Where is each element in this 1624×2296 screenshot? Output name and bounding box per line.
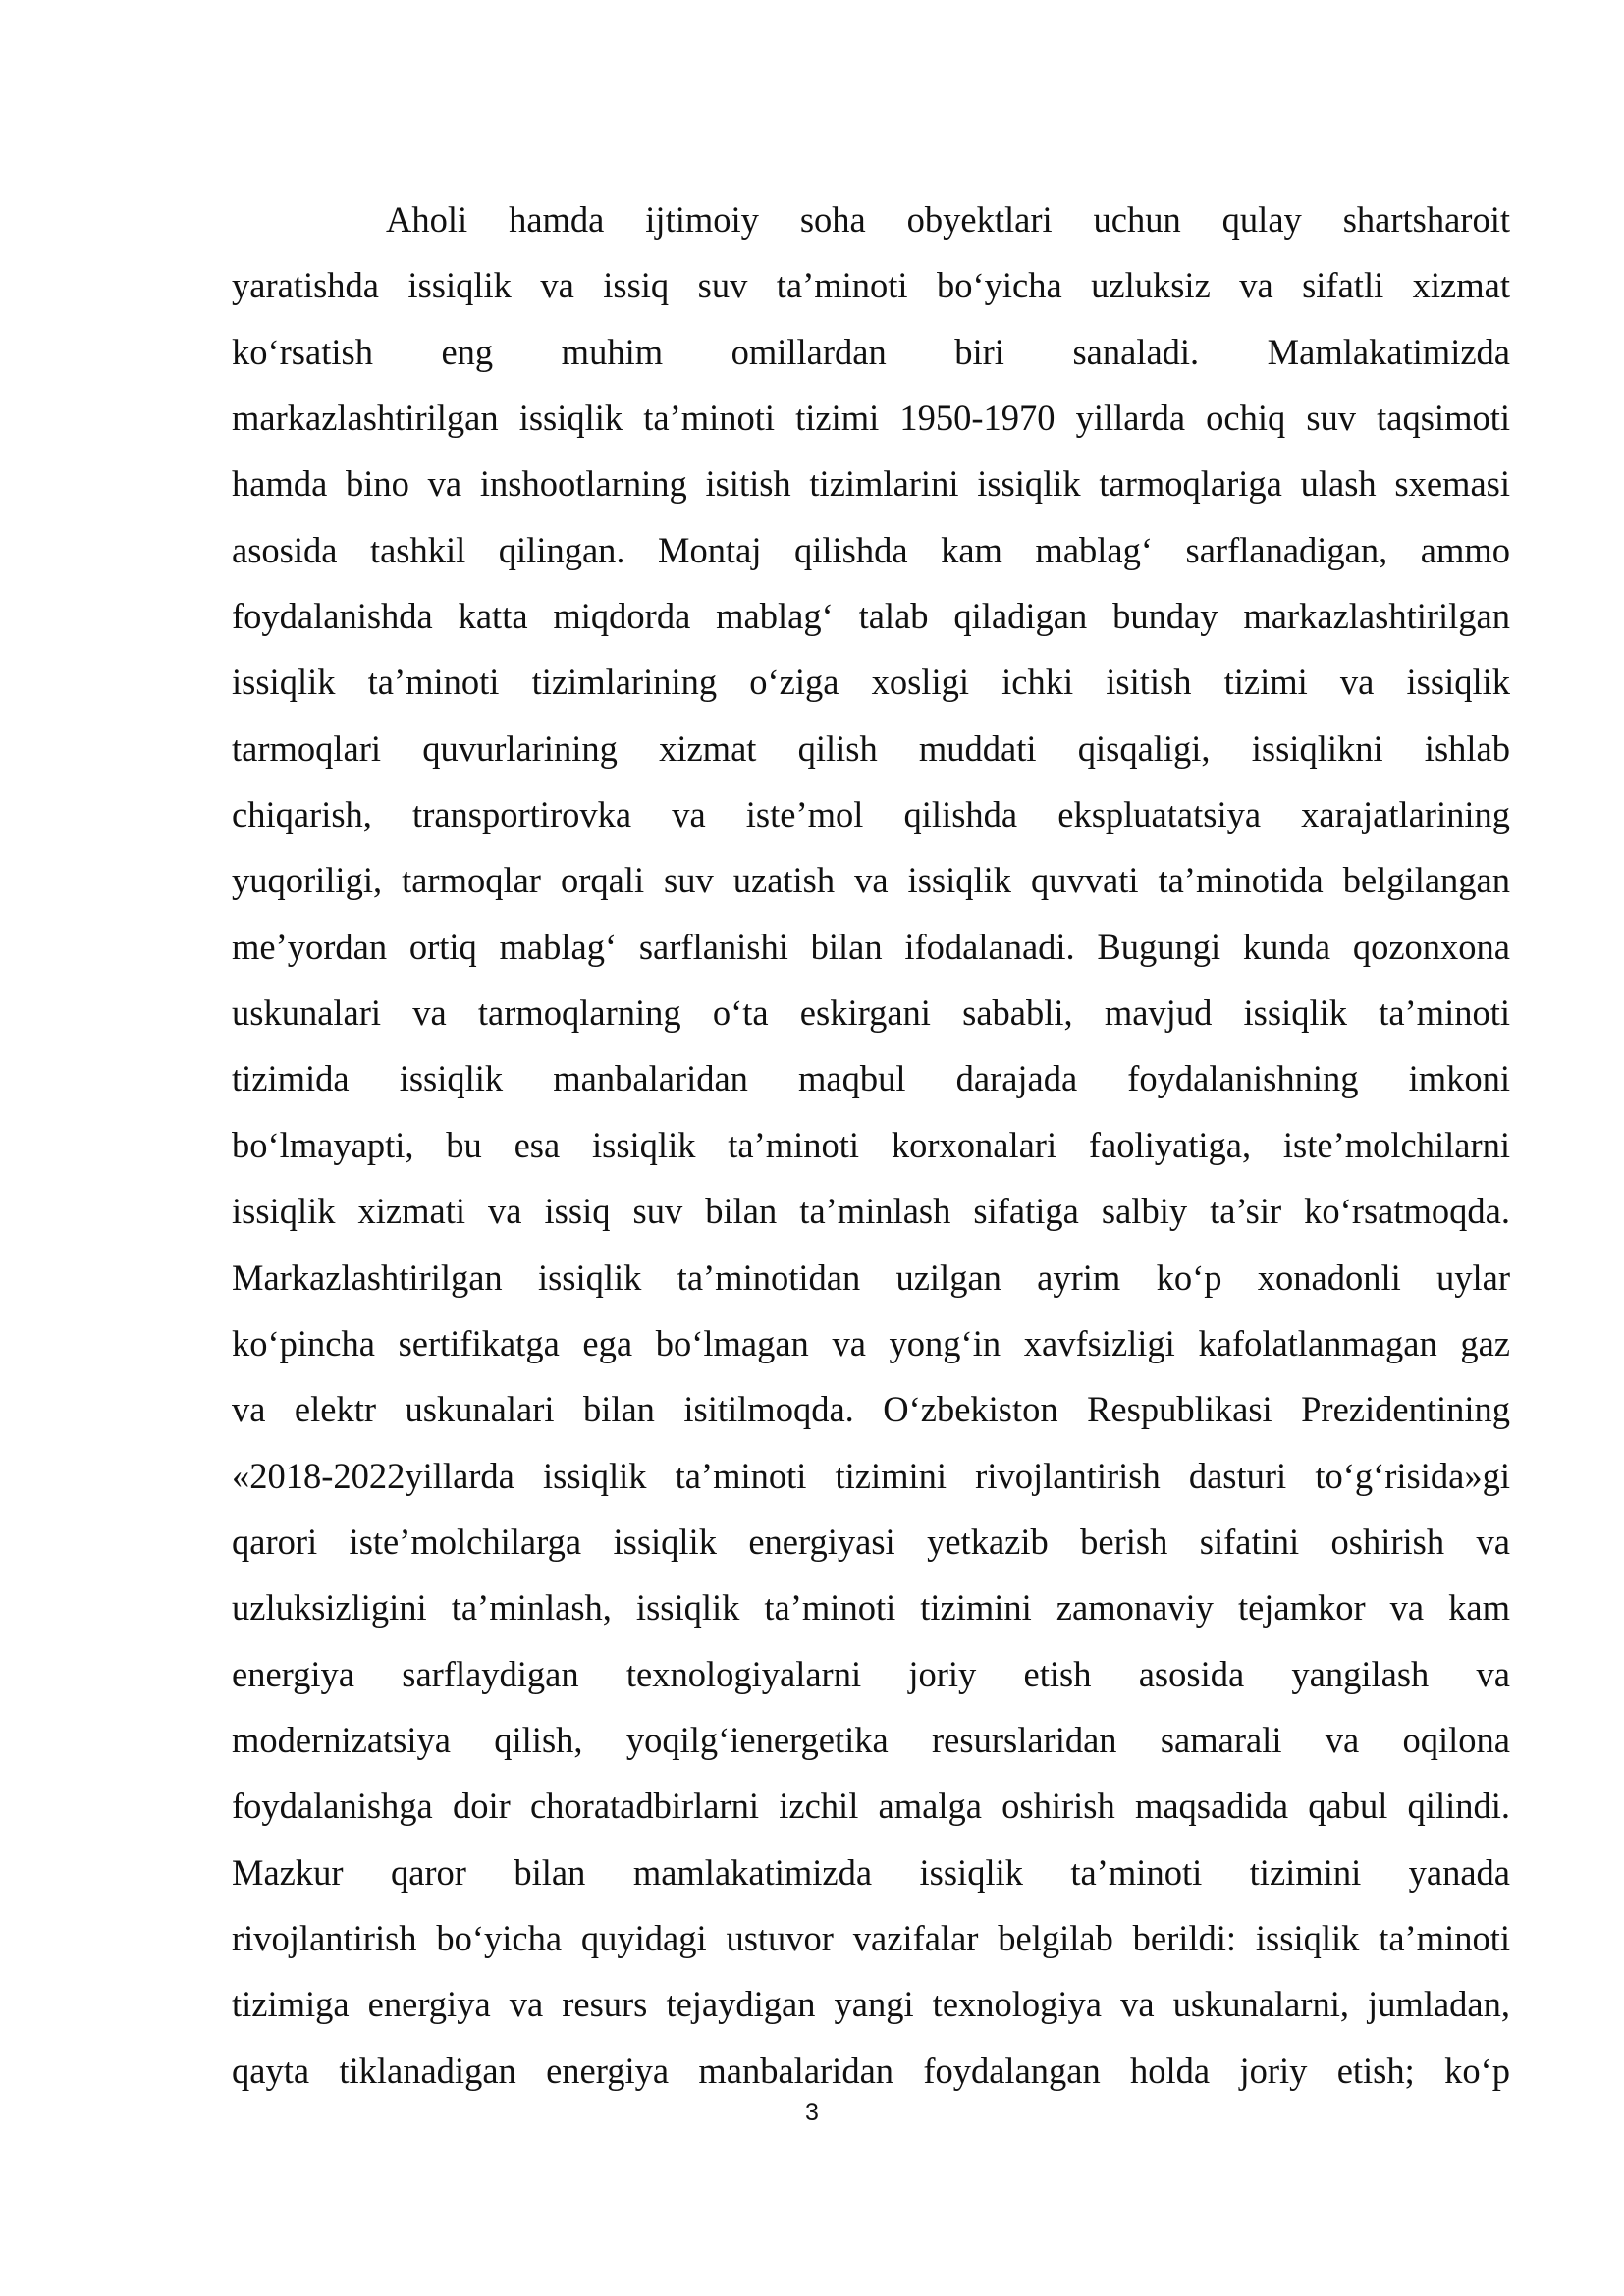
paragraph-line: ko‘pincha sertifikatga ega bo‘lmagan va yong‘in xavfsizligi kafolatlanmagan gaz — [232, 1322, 1510, 1363]
paragraph-line: modernizatsiya qilish, yoqilg‘ienergetika resurslaridan samarali va oqilona — [232, 1719, 1510, 1760]
paragraph-line: tizimiga energiya va resurs tejaydigan yangi texnologiya va uskunalarni, jumladan, — [232, 1984, 1510, 2025]
paragraph-line: markazlashtirilgan issiqlik ta’minoti tizimi 1950-1970 yillarda ochiq suv taqsimoti — [232, 398, 1510, 439]
paragraph-line: yuqoriligi, tarmoqlar orqali suv uzatish va issiqlik quvvati ta’minotida belgilangan — [232, 860, 1510, 901]
body-paragraph — [232, 187, 1510, 2104]
paragraph-line: va elektr uskunalari bilan isitilmoqda. O‘zbekiston Respublikasi Prezidentining — [232, 1389, 1510, 1430]
paragraph-line: rivojlantirish bo‘yicha quyidagi ustuvor vazifalar belgilab berildi: issiqlik ta’minoti — [232, 1917, 1510, 1958]
paragraph-line: uskunalari va tarmoqlarning o‘ta eskirgani sababli, mavjud issiqlik ta’minoti — [232, 992, 1510, 1034]
paragraph-line: qayta tiklanadigan energiya manbalaridan foydalangan holda joriy etish; ko‘p — [232, 2050, 1510, 2091]
paragraph-line: chiqarish, transportirovka va iste’mol qilishda ekspluatatsiya xarajatlarining — [232, 794, 1510, 835]
page-number: 3 — [805, 2099, 819, 2126]
paragraph-line: issiqlik ta’minoti tizimlarining o‘ziga xosligi ichki isitish tizimi va issiqlik — [232, 662, 1510, 703]
paragraph-line: ko‘rsatish eng muhim omillardan biri sanaladi. Mamlakatimizda — [232, 331, 1510, 372]
paragraph-line: uzluksizligini ta’minlash, issiqlik ta’minoti tizimini zamonaviy tejamkor va kam — [232, 1587, 1510, 1629]
paragraph-line: yaratishda issiqlik va issiq suv ta’minoti bo‘yicha uzluksiz va sifatli xizmat — [232, 265, 1510, 306]
paragraph-line: tizimida issiqlik manbalaridan maqbul darajada foydalanishning imkoni — [232, 1058, 1510, 1099]
paragraph-line: me’yordan ortiq mablag‘ sarflanishi bilan ifodalanadi. Bugungi kunda qozonxona — [232, 926, 1510, 967]
paragraph-line: foydalanishga doir choratadbirlarni izchil amalga oshirish maqsadida qabul qilindi. — [232, 1786, 1510, 1827]
paragraph-line: Aholi hamda ijtimoiy soha obyektlari uchun qulay shartsharoit — [386, 199, 1510, 240]
paragraph-line: Markazlashtirilgan issiqlik ta’minotidan uzilgan ayrim ko‘p xonadonli uylar — [232, 1256, 1510, 1298]
paragraph-line: «2018-2022yillarda issiqlik ta’minoti tizimini rivojlantirish dasturi to‘g‘risida»gi — [232, 1455, 1510, 1496]
paragraph-line: issiqlik xizmati va issiq suv bilan ta’minlash sifatiga salbiy ta’sir ko‘rsatmoqda. — [232, 1191, 1510, 1232]
paragraph-line: Mazkur qaror bilan mamlakatimizda issiqlik ta’minoti tizimini yanada — [232, 1851, 1510, 1893]
paragraph-line: tarmoqlari quvurlarining xizmat qilish muddati qisqaligi, issiqlikni ishlab — [232, 727, 1510, 769]
paragraph-line: bo‘lmayapti, bu esa issiqlik ta’minoti korxonalari faoliyatiga, iste’molchilarni — [232, 1124, 1510, 1165]
paragraph-line: qarori iste’molchilarga issiqlik energiyasi yetkazib berish sifatini oshirish va — [232, 1521, 1510, 1562]
paragraph-line: foydalanishda katta miqdorda mablag‘ talab qiladigan bunday markazlashtirilgan — [232, 596, 1510, 637]
paragraph-line: hamda bino va inshootlarning isitish tizimlarini issiqlik tarmoqlariga ulash sxemasi — [232, 463, 1510, 505]
paragraph-line: energiya sarflaydigan texnologiyalarni joriy etish asosida yangilash va — [232, 1653, 1510, 1694]
paragraph-line: asosida tashkil qilingan. Montaj qilishda kam mablag‘ sarflanadigan, ammo — [232, 529, 1510, 570]
